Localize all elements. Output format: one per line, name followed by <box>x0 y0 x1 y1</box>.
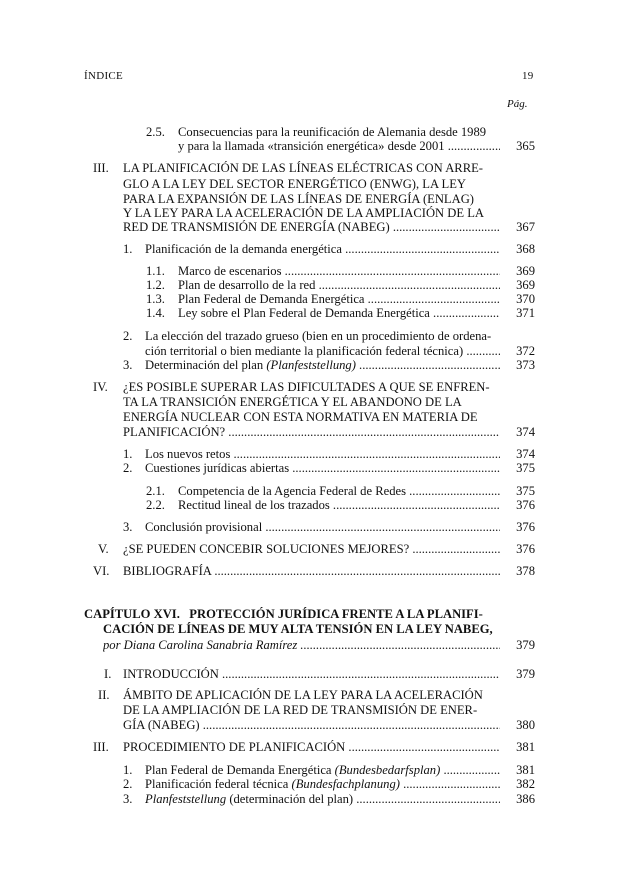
entry-title: y para la llamada «transición energética» desde 2001 ..... <box>178 138 500 154</box>
entry-title: PROCEDIMIENTO DE PLANIFICACIÓN ..... <box>123 739 500 755</box>
entry-title: LA PLANIFICACIÓN DE LAS LÍNEAS ELÉCTRICAS CON ARRE- <box>123 161 483 175</box>
entry-page: 381 <box>516 763 535 777</box>
entry-page: 372 <box>516 344 535 358</box>
entry-number: 2.1. <box>146 484 165 498</box>
entry-page: 382 <box>516 777 535 791</box>
entry-title: Determinación del plan (Planfeststellung) ..... <box>145 357 500 373</box>
entry-title: GÍA (NABEG) ..... <box>123 717 500 733</box>
toc-entry[interactable] <box>0 702 622 718</box>
entry-number: IV. <box>93 380 108 394</box>
toc-entry[interactable] <box>0 305 622 321</box>
entry-page: 371 <box>516 306 535 320</box>
toc-entry[interactable] <box>0 409 622 425</box>
toc-entry[interactable] <box>0 176 622 192</box>
toc-entry[interactable] <box>0 328 622 344</box>
entry-title: GLO A LA LEY DEL SECTOR ENERGÉTICO (ENWG), LA LEY <box>123 177 467 191</box>
entry-title: Plan Federal de Demanda Energética ..... <box>178 291 500 307</box>
entry-title: Competencia de la Agencia Federal de Redes ..... <box>178 483 500 499</box>
toc-entry[interactable] <box>0 791 622 807</box>
chapter-title: CACIÓN DE LÍNEAS DE MUY ALTA TENSIÓN EN LA LEY NABEG, <box>103 622 493 636</box>
entry-page: 375 <box>516 461 535 475</box>
entry-page: 374 <box>516 447 535 461</box>
entry-number: 1. <box>123 763 133 777</box>
toc-entry[interactable] <box>0 379 622 395</box>
entry-number: V. <box>98 542 109 556</box>
entry-page: 375 <box>516 484 535 498</box>
toc-entry[interactable] <box>0 394 622 410</box>
entry-page: 379 <box>516 667 535 681</box>
entry-number: 1.1. <box>146 264 165 278</box>
entry-title: ÁMBITO DE APLICACIÓN DE LA LEY PARA LA ACELERACIÓN <box>123 688 483 702</box>
toc-entry[interactable] <box>0 563 622 579</box>
toc-entry[interactable] <box>0 519 622 535</box>
entry-title: ¿ES POSIBLE SUPERAR LAS DIFICULTADES A QUE SE ENFREN- <box>123 380 490 394</box>
entry-title: RED DE TRANSMISIÓN DE ENERGÍA (NABEG) ..... <box>123 219 500 235</box>
entry-page: 376 <box>516 498 535 512</box>
toc-entry[interactable] <box>0 160 622 176</box>
toc-entry[interactable] <box>0 460 622 476</box>
toc-entry[interactable] <box>0 357 622 373</box>
entry-number: 2.2. <box>146 498 165 512</box>
chapter-heading[interactable] <box>0 637 622 653</box>
toc-entry[interactable] <box>0 776 622 792</box>
entry-title: Marco de escenarios ..... <box>178 263 500 279</box>
entry-number: III. <box>93 161 109 175</box>
entry-number: 1. <box>123 242 133 256</box>
entry-title: PARA LA EXPANSIÓN DE LAS LÍNEAS DE ENERGÍA (ENLAG) <box>123 192 474 206</box>
entry-title: Conclusión provisional ..... <box>145 519 500 535</box>
entry-title: ENERGÍA NUCLEAR CON ESTA NORMATIVA EN MATERIA DE <box>123 410 478 424</box>
entry-page: 368 <box>516 242 535 256</box>
entry-title: TA LA TRANSICIÓN ENERGÉTICA Y EL ABANDONO DE LA <box>123 395 462 409</box>
entry-page: 365 <box>516 139 535 153</box>
entry-title: ción territorial o bien mediante la planificación federal técnica) ..... <box>145 343 500 359</box>
page-number: 19 <box>522 70 534 82</box>
entry-number: 1.2. <box>146 278 165 292</box>
entry-page: 376 <box>516 542 535 556</box>
entry-page: 370 <box>516 292 535 306</box>
entry-title: Planificación de la demanda energética ..... <box>145 241 500 257</box>
entry-title: INTRODUCCIÓN ..... <box>123 666 500 682</box>
entry-page: 381 <box>516 740 535 754</box>
entry-page: 378 <box>516 564 535 578</box>
entry-page: 379 <box>516 638 535 652</box>
entry-number: 3. <box>123 358 133 372</box>
toc-entry[interactable] <box>0 687 622 703</box>
toc-entry[interactable] <box>0 241 622 257</box>
entry-title: Planfeststellung (determinación del plan) ..... <box>145 791 500 807</box>
entry-number: III. <box>93 740 109 754</box>
entry-title: ¿SE PUEDEN CONCEBIR SOLUCIONES MEJORES? ..... <box>123 541 500 557</box>
entry-number: 2. <box>123 329 133 343</box>
chapter-author: por Diana Carolina Sanabria Ramírez ..... <box>103 637 500 653</box>
entry-title: Plan de desarrollo de la red ..... <box>178 277 500 293</box>
toc-entry[interactable] <box>0 497 622 513</box>
entry-title: Planificación federal técnica (Bundesfachplanung) ..... <box>145 776 500 792</box>
toc-entry[interactable] <box>0 219 622 235</box>
entry-number: 3. <box>123 792 133 806</box>
entry-title: Rectitud lineal de los trazados ..... <box>178 497 500 513</box>
entry-number: II. <box>98 688 110 702</box>
entry-number: 2.5. <box>146 125 165 139</box>
entry-number: 3. <box>123 520 133 534</box>
entry-title: Cuestiones jurídicas abiertas ..... <box>145 460 500 476</box>
entry-title: Plan Federal de Demanda Energética (Bundesbedarfsplan) ..... <box>145 762 500 778</box>
toc-entry[interactable] <box>0 424 622 440</box>
entry-title: PLANIFICACIÓN? ..... <box>123 424 500 440</box>
toc-entry[interactable] <box>0 138 622 154</box>
entry-title: Consecuencias para la reunificación de Alemania desde 1989 <box>178 125 487 139</box>
entry-page: 367 <box>516 220 535 234</box>
entry-title: DE LA AMPLIACIÓN DE LA RED DE TRANSMISIÓN DE ENER- <box>123 703 478 717</box>
toc-entry[interactable] <box>0 541 622 557</box>
entry-page: 374 <box>516 425 535 439</box>
entry-page: 369 <box>516 278 535 292</box>
entry-page: 369 <box>516 264 535 278</box>
toc-entry[interactable] <box>0 666 622 682</box>
entry-title: Ley sobre el Plan Federal de Demanda Energética ..... <box>178 305 500 321</box>
chapter-heading[interactable] <box>0 621 622 637</box>
page-column-label: Pág. <box>507 98 528 110</box>
entry-number: 1. <box>123 447 133 461</box>
entry-number: 1.4. <box>146 306 165 320</box>
entry-page: 373 <box>516 358 535 372</box>
chapter-heading[interactable] <box>0 606 622 622</box>
chapter-title: CAPÍTULO XVI. PROTECCIÓN JURÍDICA FRENTE A LA PLANIFI- <box>84 607 483 621</box>
entry-title: Y LA LEY PARA LA ACELERACIÓN DE LA AMPLIACIÓN DE LA <box>123 206 485 220</box>
entry-number: VI. <box>93 564 110 578</box>
entry-title: BIBLIOGRAFÍA ..... <box>123 563 500 579</box>
entry-number: 1.3. <box>146 292 165 306</box>
entry-page: 376 <box>516 520 535 534</box>
entry-number: I. <box>104 667 112 681</box>
entry-page: 386 <box>516 792 535 806</box>
entry-page: 380 <box>516 718 535 732</box>
entry-title: Los nuevos retos ..... <box>145 446 500 462</box>
entry-title: La elección del trazado grueso (bien en un procedimiento de ordena- <box>145 329 492 343</box>
toc-entry[interactable] <box>0 739 622 755</box>
running-header-left: ÍNDICE <box>84 70 124 82</box>
toc-entry[interactable] <box>0 717 622 733</box>
entry-number: 2. <box>123 461 133 475</box>
entry-number: 2. <box>123 777 133 791</box>
